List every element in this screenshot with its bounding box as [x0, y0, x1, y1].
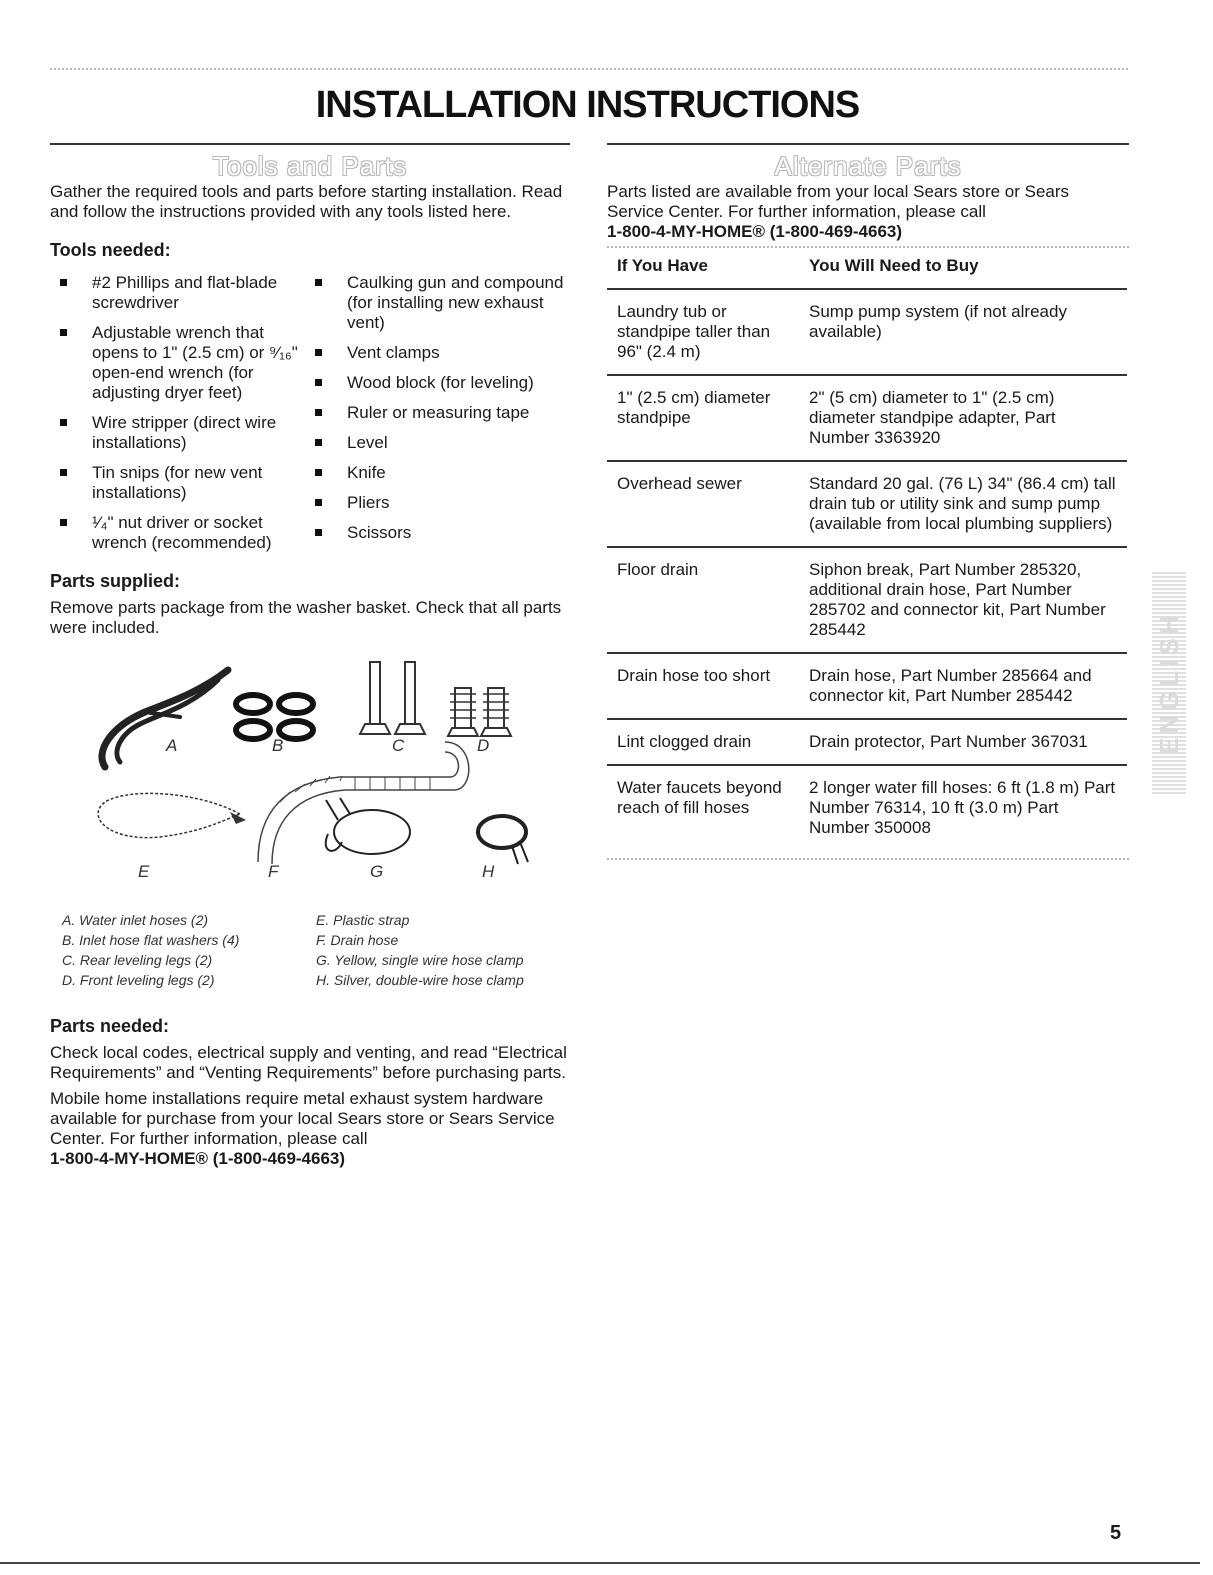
- drain-hose-drawing: [258, 742, 469, 864]
- figure-label-c: C: [392, 736, 405, 755]
- flat-washers-drawing: [236, 695, 313, 739]
- tool-item: ¹⁄₄" nut driver or socket wrench (recommended): [50, 513, 305, 553]
- water-inlet-hoses-drawing: [102, 670, 228, 767]
- parts-supplied-text: Remove parts package from the washer basket. Check that all parts were included.: [50, 598, 562, 637]
- tools-needed-heading: Tools needed:: [50, 240, 171, 260]
- table-cell: 2 longer water fill hoses: 6 ft (1.8 m) Part Number 76314, 10 ft (3.0 m) Part Number 350008: [809, 778, 1116, 837]
- table-row: [607, 547, 1127, 653]
- tool-item: Tin snips (for new vent installations): [50, 463, 305, 503]
- tools-intro: Gather the required tools and parts before starting installation. Read and follow the instructions provided with any tools listed here.: [50, 182, 563, 221]
- tool-item: Pliers: [305, 493, 565, 513]
- table-cell: Standard 20 gal. (76 L) 34" (86.4 cm) tall drain tub or utility sink and sump pump (available from local plumbing suppliers): [799, 461, 1127, 547]
- legend-item: B. Inlet hose flat washers (4): [62, 932, 240, 948]
- alternate-parts-table: [607, 252, 1127, 850]
- table-cell: 2" (5 cm) diameter to 1" (2.5 cm) diameter standpipe adapter, Part Number 3363920: [799, 375, 1127, 461]
- tools-list-column-2: [305, 273, 565, 563]
- strap-buckle: [230, 812, 246, 824]
- parts-legend-column-2: [316, 910, 524, 990]
- parts-needed-heading: Parts needed:: [50, 1016, 170, 1036]
- legend-item: C. Rear leveling legs (2): [62, 952, 213, 968]
- legend-item: G. Yellow, single wire hose clamp: [316, 952, 524, 968]
- figure-label-f: F: [268, 862, 279, 881]
- tool-item: Wire stripper (direct wire installations): [50, 413, 305, 453]
- tool-item: Vent clamps: [305, 343, 565, 363]
- tool-item: Ruler or measuring tape: [305, 403, 565, 423]
- legend-item: E. Plastic strap: [316, 912, 410, 928]
- table-cell: Laundry tub or standpipe taller than 96" (2.4 m): [607, 289, 799, 375]
- table-cell: Lint clogged drain: [607, 719, 799, 765]
- tool-item: #2 Phillips and flat-blade screwdriver: [50, 273, 305, 313]
- table-row: [607, 289, 1127, 375]
- parts-supplied-heading: Parts supplied:: [50, 571, 181, 591]
- parts-legend: [62, 910, 570, 990]
- parts-needed-text-2: Mobile home installations require metal exhaust system hardware available for purchase from your local Sears store or Sears Service Center. For further information, please call: [50, 1089, 555, 1148]
- table-row: [607, 765, 1127, 850]
- front-leveling-legs-drawing: [448, 688, 511, 736]
- figure-label-d: D: [477, 736, 490, 755]
- parts-legend-column-1: [62, 910, 316, 990]
- single-wire-clamp-drawing: [326, 798, 410, 854]
- page-number: 5: [1110, 1522, 1122, 1544]
- tools-list-column-1: [50, 273, 305, 563]
- language-side-tab: [1152, 572, 1186, 794]
- table-bottom-rule: [607, 858, 1129, 860]
- side-tab-text: ENGLISH: [1154, 611, 1184, 755]
- figure-label-a: A: [166, 736, 178, 755]
- tool-item: Scissors: [305, 523, 565, 543]
- tool-item: Level: [305, 433, 565, 453]
- tool-item: Caulking gun and compound (for installing new exhaust vent): [305, 273, 565, 333]
- legend-item: F. Drain hose: [316, 932, 399, 948]
- figure-label-h: H: [482, 862, 495, 881]
- top-dotted-rule: [50, 68, 1128, 70]
- column-header-if-you-have: If You Have: [607, 252, 799, 289]
- table-cell: Drain hose, Part Number 285664 and connector kit, Part Number 285442: [799, 653, 1127, 719]
- legend-item: D. Front leveling legs (2): [62, 972, 215, 988]
- table-header-row: [607, 252, 1127, 289]
- alternate-parts-intro: Parts listed are available from your local Sears store or Sears Service Center. For further information, please call: [607, 182, 1070, 221]
- tool-item: Wood block (for leveling): [305, 373, 565, 393]
- table-cell: Floor drain: [607, 547, 799, 653]
- parts-needed-phone: 1-800-4-MY-HOME® (1-800-469-4663): [50, 1149, 346, 1168]
- column-header-need-to-buy: You Will Need to Buy: [799, 252, 1127, 289]
- page-title: INSTALLATION INSTRUCTIONS: [315, 84, 860, 126]
- bottom-dotted-rule: [0, 1562, 1200, 1564]
- legend-item: H. Silver, double-wire hose clamp: [316, 972, 524, 988]
- table-cell: Overhead sewer: [607, 461, 799, 547]
- figure-label-g: G: [370, 862, 384, 881]
- right-section-rule: [607, 143, 1129, 145]
- left-section-rule: [50, 143, 570, 145]
- tool-item: Knife: [305, 463, 565, 483]
- tools-and-parts-section: [50, 150, 570, 1169]
- tools-and-parts-heading: Tools and Parts: [212, 151, 408, 181]
- tool-item: Adjustable wrench that opens to 1" (2.5 cm) or ⁹⁄₁₆" open-end wrench (for adjusting dryer feet): [50, 323, 305, 403]
- tools-list: [50, 273, 570, 563]
- table-top-rule: [607, 246, 1129, 248]
- parts-needed-text-1: Check local codes, electrical supply and venting, and read “Electrical Requirements” and “Venting Requirements” before purchasing parts.: [50, 1043, 567, 1082]
- table-row: [607, 653, 1127, 719]
- table-row: [607, 719, 1127, 765]
- alternate-parts-heading: Alternate Parts: [774, 151, 962, 181]
- parts-illustration: [50, 652, 570, 902]
- table-cell: Drain hose too short: [607, 653, 799, 719]
- table-cell: Water faucets beyond reach of fill hoses: [617, 778, 782, 817]
- table-cell: Sump pump system (if not already available): [799, 289, 1127, 375]
- table-cell: 1" (2.5 cm) diameter standpipe: [607, 375, 799, 461]
- plastic-strap-drawing: [98, 793, 240, 837]
- legend-item: A. Water inlet hoses (2): [62, 912, 209, 928]
- table-row: [607, 375, 1127, 461]
- table-cell: Drain protector, Part Number 367031: [799, 719, 1127, 765]
- rear-leveling-legs-drawing: [360, 662, 425, 734]
- table-cell: Siphon break, Part Number 285320, additional drain hose, Part Number 285702 and connector kit, Part Number 285442: [799, 547, 1127, 653]
- double-wire-clamp-drawing: [478, 816, 528, 864]
- alternate-parts-section: [607, 150, 1129, 860]
- table-row: [607, 461, 1127, 547]
- figure-label-e: E: [138, 862, 150, 881]
- alternate-parts-phone: 1-800-4-MY-HOME® (1-800-469-4663): [607, 222, 903, 241]
- figure-label-b: B: [272, 736, 284, 755]
